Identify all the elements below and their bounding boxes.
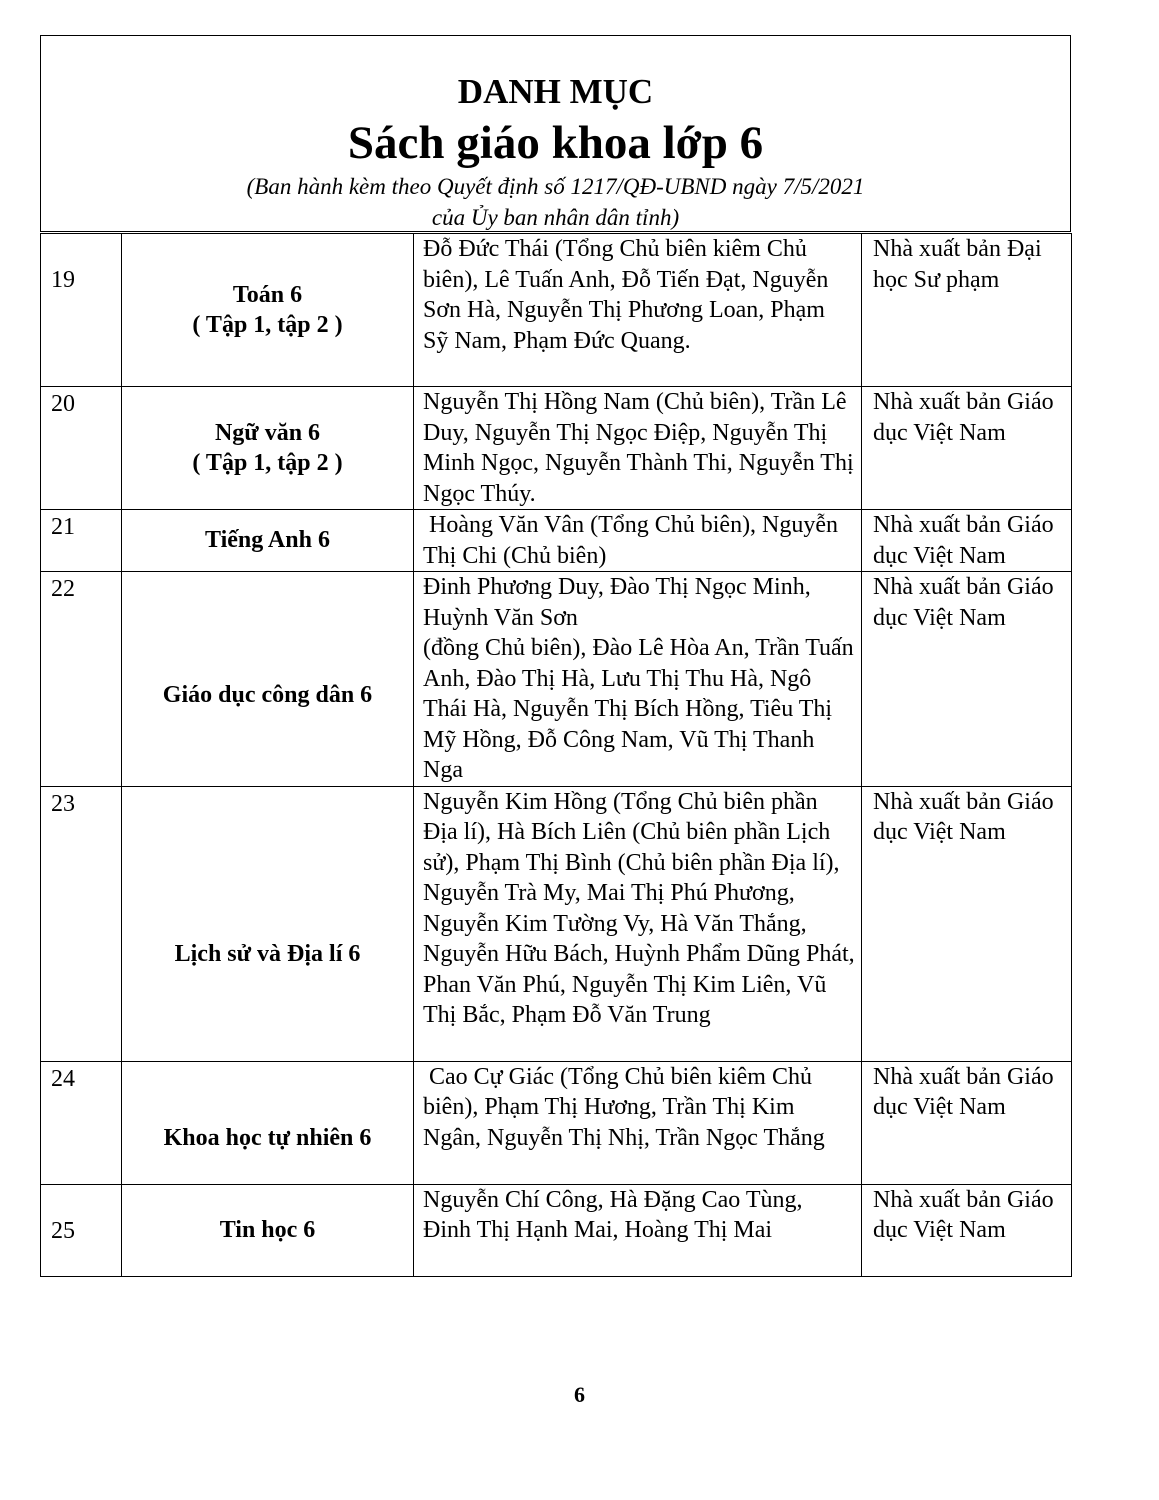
row-number: 21	[51, 514, 75, 540]
publisher-text: Nhà xuất bản Giáo dục Việt Nam	[873, 512, 1054, 569]
table-row	[41, 234, 1072, 387]
book-title-volume: ( Tập 1, tập 2 )	[192, 312, 343, 338]
authors-text: Nguyễn Thị Hồng Nam (Chủ biên), Trần Lê Duy, Nguyễn Thị Ngọc Điệp, Nguyễn Thị Minh Ngọc, Nguyễn Thành Thi, Nguyễn Thị Ngọc Thúy.	[423, 389, 854, 507]
publisher-text: Nhà xuất bản Giáo dục Việt Nam	[873, 389, 1054, 446]
book-title-cell	[122, 1184, 414, 1276]
book-title-cell	[122, 786, 414, 1061]
row-number-cell	[41, 1061, 122, 1184]
table-row	[41, 1184, 1072, 1276]
book-title-cell	[122, 387, 414, 510]
row-number: 24	[51, 1065, 75, 1092]
publisher-cell	[862, 510, 1072, 572]
textbook-table	[40, 233, 1072, 1277]
row-number: 23	[51, 790, 75, 817]
book-title: Giáo dục công dân 6	[162, 681, 373, 708]
publisher-text: Nhà xuất bản Giáo dục Việt Nam	[873, 1186, 1054, 1243]
row-number-cell	[41, 387, 122, 510]
publisher-text: Nhà xuất bản Giáo dục Việt Nam	[873, 574, 1054, 631]
authors-cell	[414, 510, 862, 572]
authors-text: Nguyễn Chí Công, Hà Đặng Cao Tùng, Đinh Thị Hạnh Mai, Hoàng Thị Mai	[423, 1186, 803, 1243]
header-subtitle-line2: của Ủy ban nhân dân tỉnh)	[431, 205, 680, 230]
authors-cell	[414, 234, 862, 387]
table-row	[41, 572, 1072, 787]
book-title: Tiếng Anh 6	[205, 527, 330, 554]
row-number: 22	[51, 576, 75, 602]
authors-text-continued: (đồng Chủ biên), Đào Lê Hòa An, Trần Tuấn Anh, Đào Thị Hà, Lưu Thị Thu Hà, Ngô Thái Hà, Nguyễn Thị Bích Hồng, Tiêu Thị Mỹ Hồng, Đỗ Công Nam, Vũ Thị Thanh Nga	[423, 635, 854, 783]
book-title-cell	[122, 510, 414, 572]
authors-cell	[414, 1061, 862, 1184]
authors-text: Hoàng Văn Vân (Tổng Chủ biên), Nguyễn Thị Chi (Chủ biên)	[423, 512, 839, 569]
row-number-cell	[41, 510, 122, 572]
publisher-text: Nhà xuất bản Đại học Sư phạm	[873, 236, 1042, 293]
row-number: 19	[51, 267, 75, 293]
authors-cell	[414, 1184, 862, 1276]
row-number-cell	[41, 572, 122, 787]
page-number: 6	[574, 1382, 585, 1407]
row-number-cell	[41, 786, 122, 1061]
header-subtitle-line1: (Ban hành kèm theo Quyết định số 1217/QĐ-UBND ngày 7/5/2021	[246, 174, 865, 199]
publisher-cell	[862, 572, 1072, 787]
row-number-cell	[41, 1184, 122, 1276]
book-title: Lịch sử và Địa lí 6	[174, 941, 361, 968]
book-title: Ngữ văn 6	[214, 419, 321, 446]
table-row	[41, 1061, 1072, 1184]
publisher-cell	[862, 786, 1072, 1061]
publisher-cell	[862, 387, 1072, 510]
authors-text: Đinh Phương Duy, Đào Thị Ngọc Minh, Huỳnh Văn Sơn	[423, 574, 811, 631]
publisher-cell	[862, 1061, 1072, 1184]
book-title-cell	[122, 572, 414, 787]
authors-text: Cao Cự Giác (Tổng Chủ biên kiêm Chủ biên), Phạm Thị Hương, Trần Thị Kim Ngân, Nguyễn Thị Nhị, Trần Ngọc Thắng	[423, 1063, 825, 1151]
book-title: Toán 6	[232, 281, 303, 308]
publisher-cell	[862, 234, 1072, 387]
book-title: Tin học 6	[219, 1216, 316, 1243]
publisher-text: Nhà xuất bản Giáo dục Việt Nam	[873, 1063, 1054, 1120]
header-main-title: Sách giáo khoa lớp 6	[347, 117, 764, 169]
header-title: DANH MỤC	[457, 72, 654, 111]
row-number: 20	[51, 391, 75, 417]
publisher-cell	[862, 1184, 1072, 1276]
row-number-cell	[41, 234, 122, 387]
book-title: Khoa học tự nhiên 6	[163, 1125, 372, 1152]
table-row	[41, 387, 1072, 510]
authors-cell	[414, 786, 862, 1061]
publisher-text: Nhà xuất bản Giáo dục Việt Nam	[873, 788, 1054, 845]
table-row	[41, 786, 1072, 1061]
book-title-cell	[122, 234, 414, 387]
row-number: 25	[51, 1217, 75, 1244]
document-header	[40, 35, 1071, 232]
table-row	[41, 510, 1072, 572]
authors-cell	[414, 387, 862, 510]
authors-text: Nguyễn Kim Hồng (Tổng Chủ biên phần Địa lí), Hà Bích Liên (Chủ biên phần Lịch sử), Phạm Thị Bình (Chủ biên phần Địa lí), Nguyễn Trà My, Mai Thị Phú Phương, Nguyễn Kim Tường Vy, Hà Văn Thắng, Nguyễn Hữu Bách, Huỳnh Phẩm Dũng Phát, Phan Văn Phú, Nguyễn Thị Kim Liên, Vũ Thị Bắc, Phạm Đỗ Văn Trung	[423, 788, 855, 1028]
authors-cell	[414, 572, 862, 787]
book-title-volume: ( Tập 1, tập 2 )	[192, 450, 343, 476]
book-title-cell	[122, 1061, 414, 1184]
authors-text: Đỗ Đức Thái (Tổng Chủ biên kiêm Chủ biên), Lê Tuấn Anh, Đỗ Tiến Đạt, Nguyễn Sơn Hà, Nguyễn Thị Phương Loan, Phạm Sỹ Nam, Phạm Đức Quang.	[423, 236, 829, 354]
